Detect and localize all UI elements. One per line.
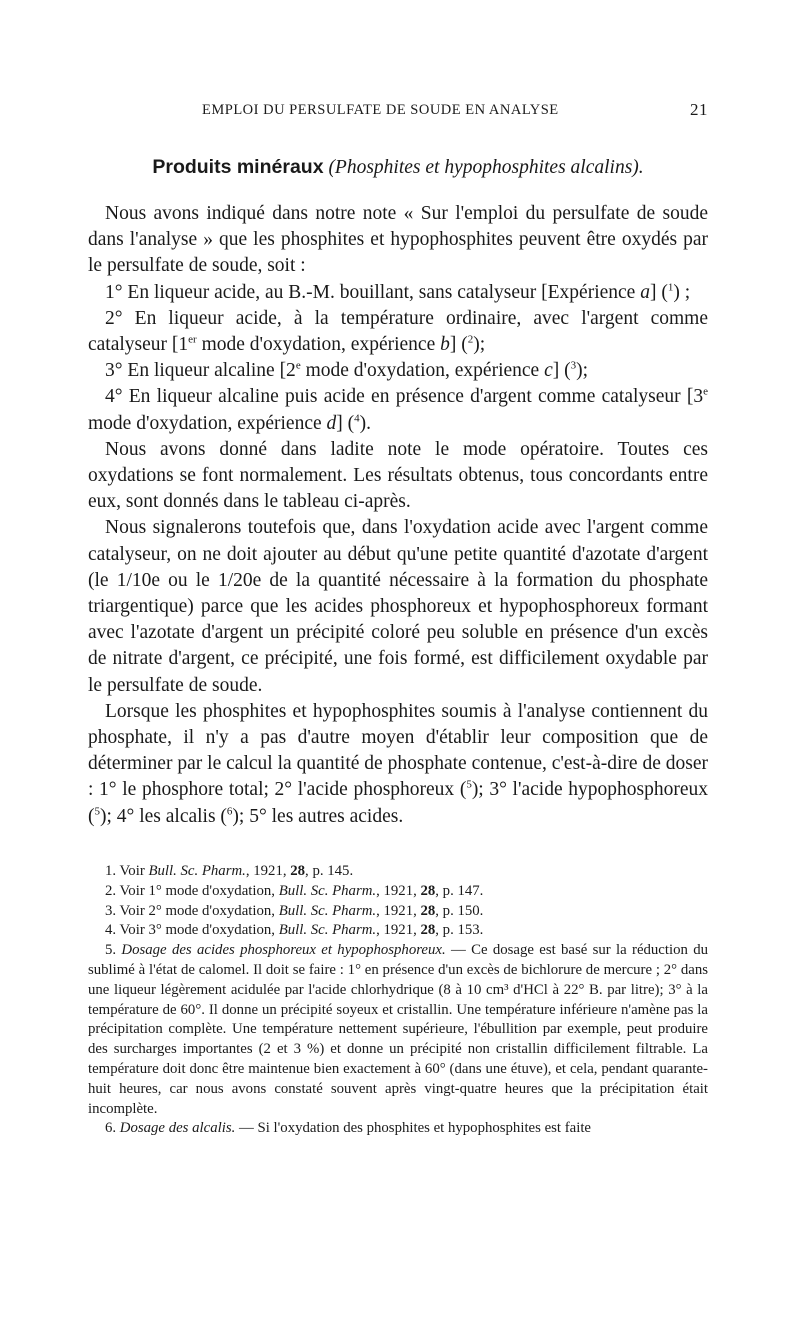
footnote-ref: 5: [94, 805, 100, 818]
running-title: EMPLOI DU PERSULFATE DE SOUDE EN ANALYSE: [202, 102, 559, 118]
running-head: [88, 100, 708, 122]
page-number: 21: [690, 100, 708, 119]
body-text: [88, 201, 708, 830]
footnote-ref: 3: [570, 359, 577, 372]
footnote-ref: 6: [226, 805, 233, 818]
footnote-ref: 4: [354, 412, 360, 425]
footnote-1: 1. Voir Bull. Sc. Pharm., 1921, 28, p. 145.: [105, 863, 354, 879]
list-item-4: 4° En liqueur alcaline puis acide en présence d'argent comme catalyseur [3e mode d'oxydation, expérience d] ($^4$).: [88, 385, 708, 434]
list-item-2: 2° En liqueur acide, à la température ordinaire, avec l'argent comme catalyseur [1er mode d'oxydation, expérience b] ($^2$);: [88, 307, 708, 356]
footnote-3: 3. Voir 2° mode d'oxydation, Bull. Sc. Pharm., 1921, 28, p. 150.: [105, 902, 484, 919]
paragraph-silver-note: Nous signalerons toutefois que, dans l'oxydation acide avec l'argent comme catalyseur, on ne doit ajouter au début qu'une petite quantité d'azotate d'argent (le 1/10e ou le 1/20e de la quantité nécessaire à la formation du phosphate triargentique) parce que les acides phosphoreux et hypophosphoreux formant avec l'azotate d'argent un précipité coloré peu soluble en présence d'un excès de nitrate d'argent, ce précipité, une fois formé, est difficilement oxydable par le persulfate de soude.: [88, 517, 708, 696]
paragraph-intro: Nous avons indiqué dans notre note « Sur l'emploi du persulfate de soude dans l'analyse » que les phosphites et hypophosphites peuvent être oxydés par le persulfate de soude, soit :: [88, 203, 708, 277]
footnote-ref: 2: [467, 333, 474, 346]
footnote-ref: 5: [466, 778, 472, 791]
list-item-1: 1° En liqueur acide, au B.-M. bouillant, sans catalyseur [Expérience a] ($^1$) ;: [105, 281, 691, 303]
footnotes: [88, 862, 708, 1139]
section-title-italic: (Phosphites et hypophosphites alcalins).: [328, 157, 644, 178]
list-item-3: 3° En liqueur alcaline [2e mode d'oxydation, expérience c] ($^3$);: [105, 359, 589, 382]
footnote-2: 2. Voir 1° mode d'oxydation, Bull. Sc. Pharm., 1921, 28, p. 147.: [105, 882, 484, 899]
paragraph-composition: Lorsque les phosphites et hypophosphites soumis à l'analyse contiennent du phosphate, il n'y a pas d'autre moyen d'établir leur composition que de déterminer par le calcul la quantité de phosphate contenue, c'est-à-dire de doser : 1° le phosphore total; 2° l'acide phosphoreux ($^5$); 3° l'acide hypophosphoreux ($^5$); 4° les alcalis ($^6$); 5° les autres acides.: [88, 700, 708, 827]
footnote-4: 4. Voir 3° mode d'oxydation, Bull. Sc. Pharm., 1921, 28, p. 153.: [105, 922, 484, 939]
footnote-5: 5. Dosage des acides phosphoreux et hypophosphoreux. — Ce dosage est basé sur la réduction du sublimé à l'état de calomel. Il doit se faire : 1° en présence d'un excès de bichlorure de mercure ; 2° dans une liqueur légèrement acidulée par l'acide chlorhydrique (8 à 10 cm³ d'HCl à 22° B. par litre); 3° à la température de 60°. Il donne un précipité soyeux et cristallin. Une température inférieure n'amène pas la précipitation complète. Une température nettement supérieure, l'ébullition par exemple, peut produire des surcharges importantes (2 et 3 %) et donne un précipité non cristallin difficilement filtrable. La température doit donc être maintenue bien exactement à 60° (dans une étuve), et cela, pendant quarante-huit heures, car nous avons constaté souvent après vingt-quatre heures que la précipitation était incomplète.: [88, 942, 709, 1117]
footnote-6: 6. Dosage des alcalis. — Si l'oxydation des phosphites et hypophosphites est faite: [105, 1120, 592, 1137]
footnote-ref: 1: [667, 281, 674, 294]
paragraph-method: Nous avons donné dans ladite note le mode opératoire. Toutes ces oxydations se font normalement. Les résultats obtenus, tous concordants entre eux, sont donnés dans le tableau ci-après.: [88, 438, 708, 513]
section-title: [88, 156, 708, 179]
section-title-bold: Produits minéraux: [152, 156, 324, 178]
